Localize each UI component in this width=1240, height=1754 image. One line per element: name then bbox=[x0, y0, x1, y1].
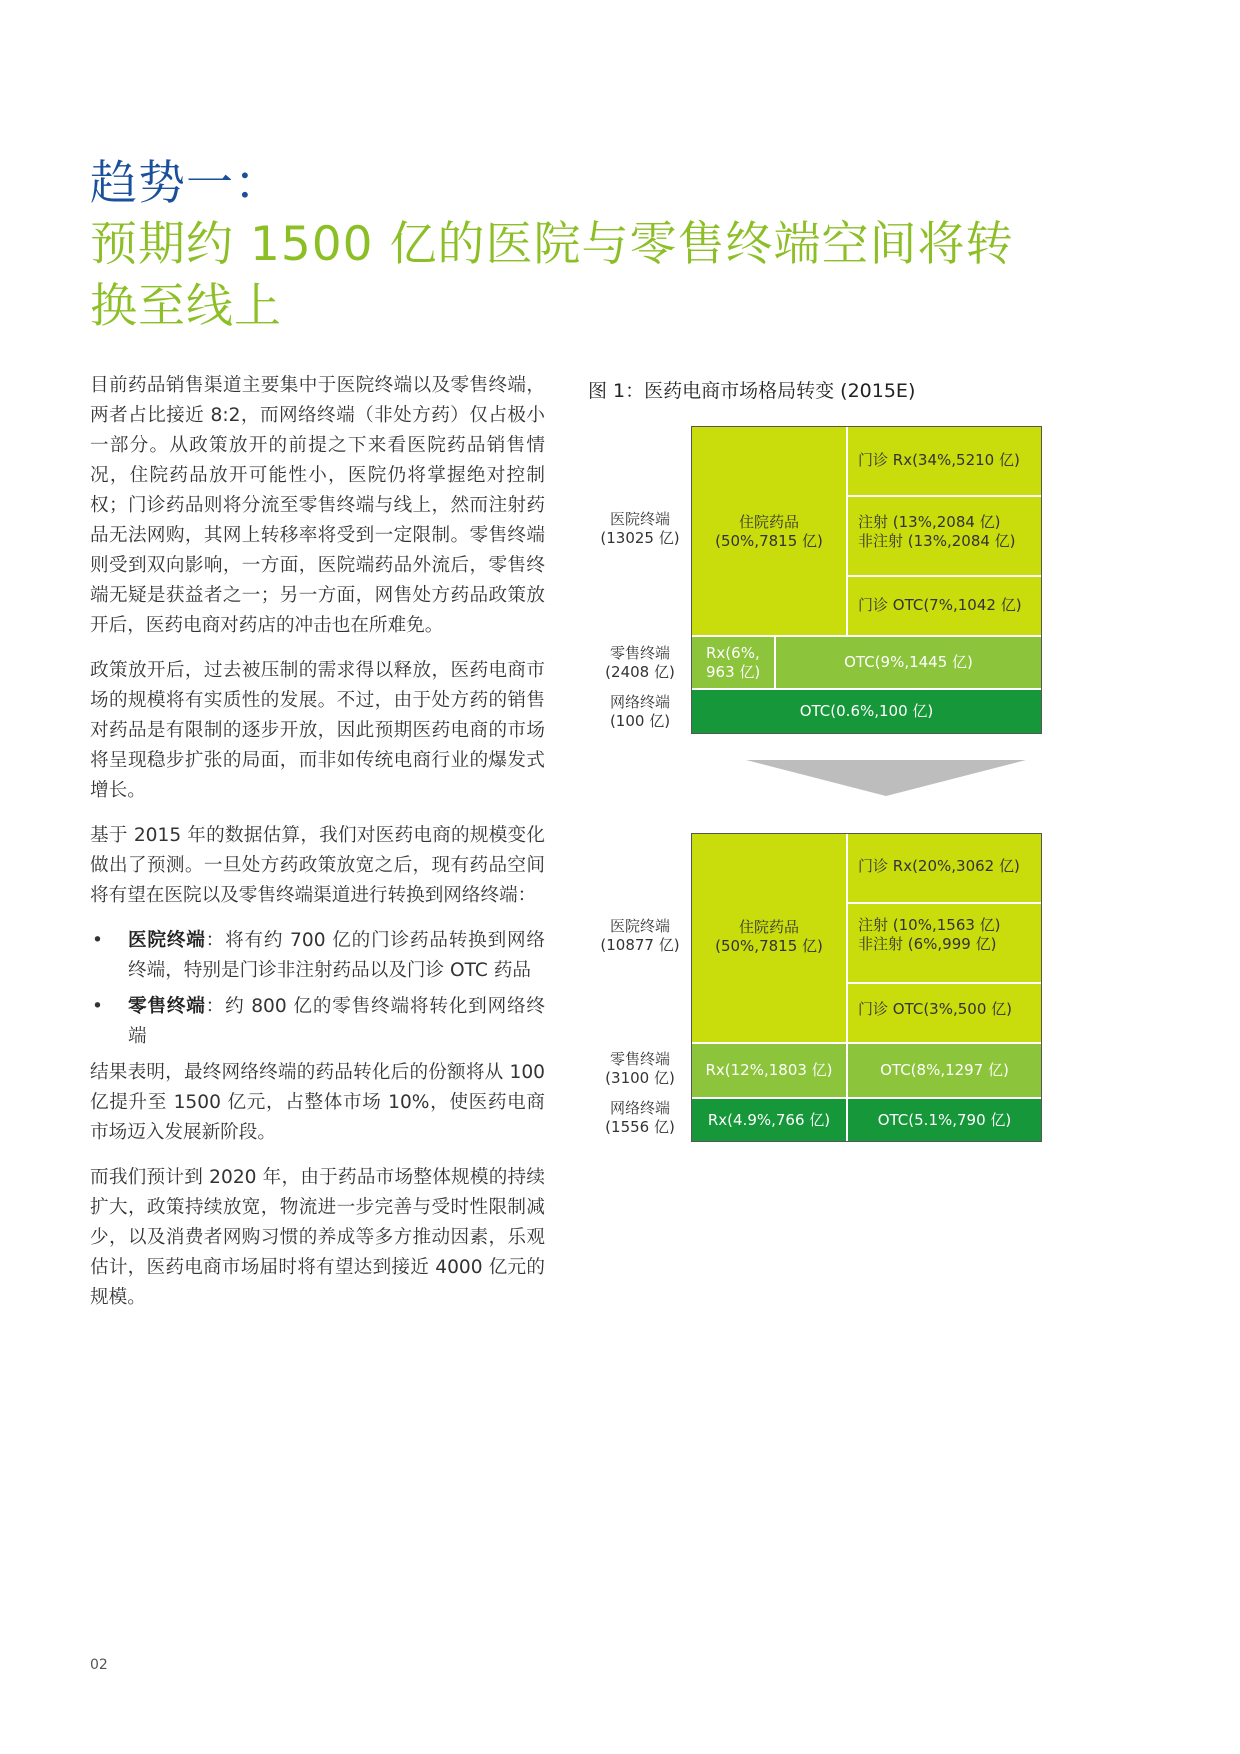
down-arrow-icon bbox=[746, 760, 1026, 796]
cell-online-otc-bottom: OTC(5.1%,790 亿) bbox=[847, 1098, 1042, 1142]
bullet-item bbox=[90, 992, 545, 1052]
cell-inpatient-bottom: 住院药品 (50%,7815 亿) bbox=[691, 833, 847, 1043]
paragraph-2: 政策放开后，过去被压制的需求得以释放，医药电商市场的规模将有实质性的发展。不过，由于处方药的销售对药品是有限制的逐步开放，因此预期医药电商的市场将呈现稳步扩张的局面，而非如传统电商行业的爆发式增长。 bbox=[90, 660, 545, 801]
label-hospital-top: 医院终端 (13025 亿) bbox=[600, 510, 680, 547]
cell-outpatient-rx-bottom: 门诊 Rx(20%,3062 亿) bbox=[847, 833, 1042, 903]
cell-retail-otc-top: OTC(9%,1445 亿) bbox=[775, 636, 1042, 689]
paragraph-4: 结果表明，最终网络终端的药品转化后的份额将从 100 亿提升至 1500 亿元，占整体市场 10%，使医药电商市场迈入发展新阶段。 bbox=[90, 1062, 545, 1143]
section-heading: 趋势一： bbox=[90, 156, 282, 211]
bullet-dot: • bbox=[92, 930, 103, 951]
label-retail-top: 零售终端 (2408 亿) bbox=[605, 644, 675, 681]
cell-retail-rx-bottom: Rx(12%,1803 亿) bbox=[691, 1043, 847, 1098]
cell-outpatient-otc-top: 门诊 OTC(7%,1042 亿) bbox=[847, 576, 1042, 636]
cell-injection-top: 注射 (13%,2084 亿) 非注射 (13%,2084 亿) bbox=[847, 496, 1042, 576]
body-text-column bbox=[90, 371, 545, 1328]
label-online-top: 网络终端 (100 亿) bbox=[609, 693, 671, 730]
cell-injection-bottom: 注射 (10%,1563 亿) 非注射 (6%,999 亿) bbox=[847, 903, 1042, 983]
bullet-text: ：将有约 700 亿的门诊药品转换到网络终端，特别是门诊非注射药品以及门诊 OTC 药品 bbox=[128, 930, 545, 981]
cell-online-otc-top: OTC(0.6%,100 亿) bbox=[691, 689, 1042, 734]
cell-outpatient-otc-bottom: 门诊 OTC(3%,500 亿) bbox=[847, 983, 1042, 1043]
cell-outpatient-rx-top: 门诊 Rx(34%,5210 亿) bbox=[847, 426, 1042, 496]
cell-retail-otc-bottom: OTC(8%,1297 亿) bbox=[847, 1043, 1042, 1098]
cell-online-rx-bottom: Rx(4.9%,766 亿) bbox=[691, 1098, 847, 1142]
paragraph-3: 基于 2015 年的数据估算，我们对医药电商的规模变化做出了预测。一旦处方药政策放宽之后，现有药品空间将有望在医院以及零售终端渠道进行转换到网络终端： bbox=[90, 825, 545, 906]
paragraph-1: 目前药品销售渠道主要集中于医院终端以及零售终端，两者占比接近 8:2，而网络终端（非处方药）仅占极小一部分。从政策放开的前提之下来看医院药品销售情况，住院药品放开可能性小，医院仍将掌握绝对控制权；门诊药品则将分流至零售终端与线上，然而注射药品无法网购，其网上转移率将受到一定限制。零售终端则受到双向影响，一方面，医院端药品外流后，零售终端无疑是获益者之一；另一方面，网售处方药品政策放开后，医药电商对药店的冲击也在所难免。 bbox=[90, 375, 545, 636]
page-number: 02 bbox=[90, 1657, 108, 1673]
label-hospital-bottom: 医院终端 (10877 亿) bbox=[600, 917, 680, 954]
figure-caption: 图 1：医药电商市场格局转变 (2015E) bbox=[588, 380, 916, 402]
paragraph-5: 而我们预计到 2020 年，由于药品市场整体规模的持续扩大，政策持续放宽，物流进一步完善与受时性限制减少，以及消费者网购习惯的养成等多方推动因素，乐观估计，医药电商市场届时将有望达到接近 4000 亿元的规模。 bbox=[90, 1167, 545, 1308]
bullet-dot: • bbox=[92, 996, 103, 1017]
section-subheading: 预期约 1500 亿的医院与零售终端空间将转换至线上 bbox=[90, 217, 1014, 334]
bullet-term: 零售终端 bbox=[128, 996, 206, 1017]
bullet-list bbox=[90, 926, 545, 1052]
bullet-item bbox=[90, 926, 545, 986]
cell-retail-rx-top: Rx(6%, 963 亿) bbox=[691, 636, 775, 689]
bullet-text: ：约 800 亿的零售终端将转化到网络终端 bbox=[128, 996, 545, 1047]
bullet-term: 医院终端 bbox=[128, 930, 206, 951]
label-online-bottom: 网络终端 (1556 亿) bbox=[605, 1099, 675, 1136]
cell-inpatient-top: 住院药品 (50%,7815 亿) bbox=[691, 426, 847, 636]
label-retail-bottom: 零售终端 (3100 亿) bbox=[605, 1050, 675, 1087]
